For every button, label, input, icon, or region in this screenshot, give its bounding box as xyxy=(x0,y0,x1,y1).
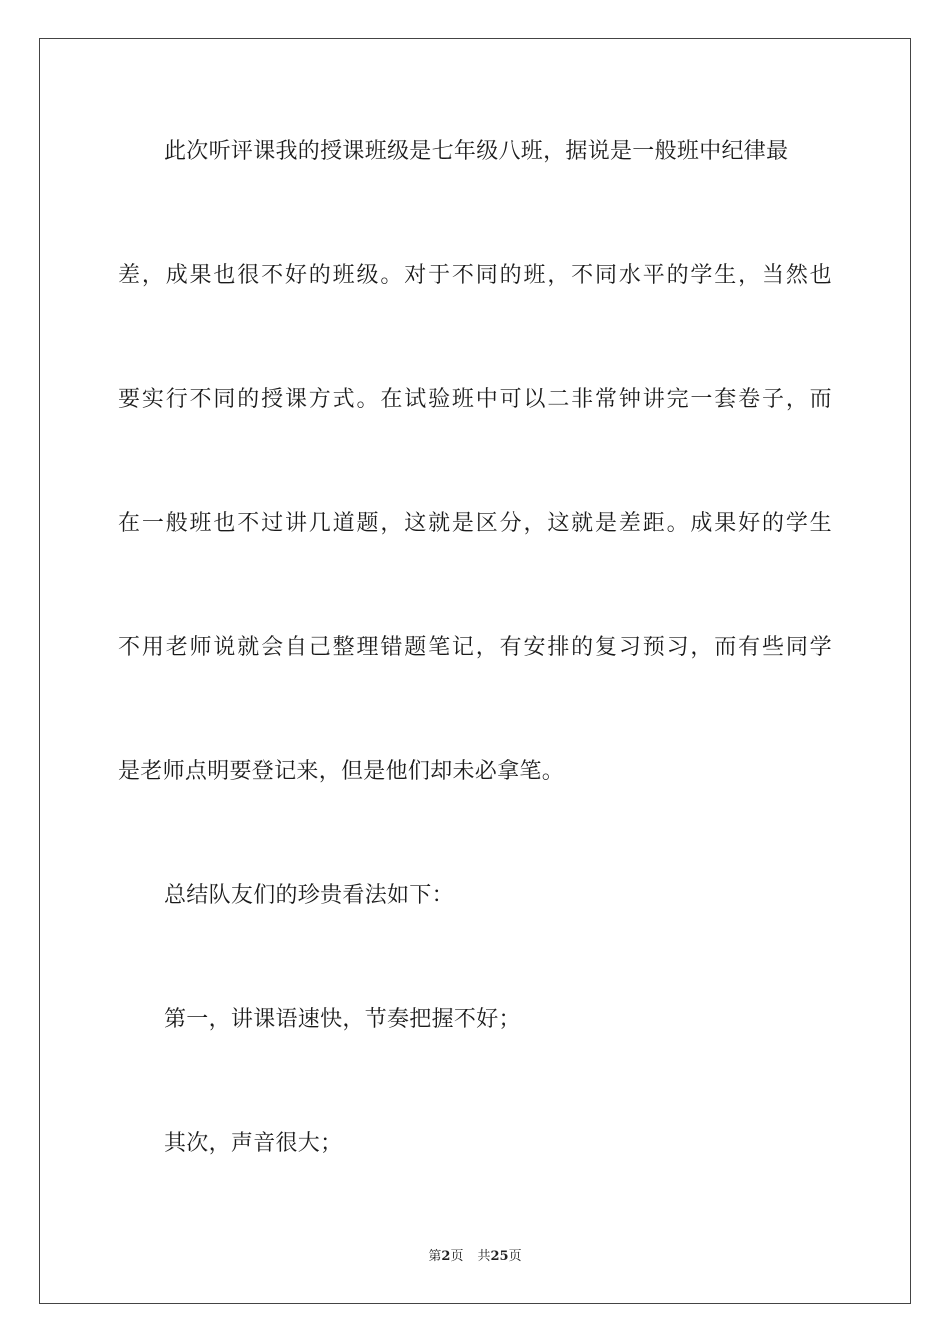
total-pages: 25 xyxy=(490,1249,509,1264)
total-pages-suffix: 页 xyxy=(508,1249,522,1264)
paragraph-1-line-5: 不用老师说就会自己整理错题笔记，有安排的复习预习，而有些同学 xyxy=(118,635,832,660)
paragraph-1-line-6: 是老师点明要登记来，但是他们却未必拿笔。 xyxy=(118,759,565,784)
paragraph-1-line-3: 要实行不同的授课方式。在试验班中可以二非常钟讲完一套卷子，而 xyxy=(118,387,832,412)
paragraph-3: 第一，讲课语速快，节奏把握不好； xyxy=(164,1007,521,1032)
paragraph-1-line-4: 在一般班也不过讲几道题，这就是区分，这就是差距。成果好的学生 xyxy=(118,511,832,536)
total-pages-prefix: 共 xyxy=(477,1249,491,1264)
page-number: 2 xyxy=(441,1249,451,1264)
page-footer xyxy=(0,1248,950,1266)
paragraph-2: 总结队友们的珍贵看法如下： xyxy=(164,883,454,908)
paragraph-4: 其次，声音很大； xyxy=(164,1131,343,1156)
page-number-prefix: 第 xyxy=(428,1249,442,1264)
page-number-suffix: 页 xyxy=(450,1249,464,1264)
paragraph-1-line-2: 差，成果也很不好的班级。对于不同的班，不同水平的学生，当然也 xyxy=(118,263,832,288)
paragraph-1-line-1: 此次听评课我的授课班级是七年级八班，据说是一般班中纪律最 xyxy=(164,139,789,164)
page-border xyxy=(39,38,911,1304)
